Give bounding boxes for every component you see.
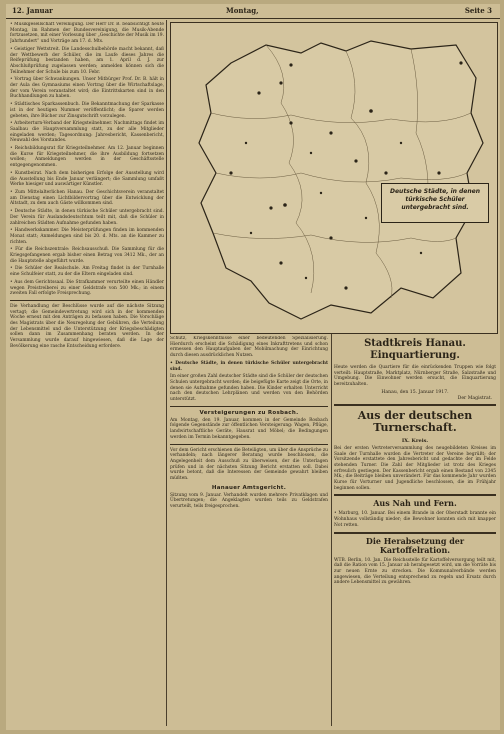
column-divider-right — [331, 334, 332, 726]
article-body: WTB. Berlin, 10. Jan. Die Reichsstelle für Kartoffelversorgung teilt mit, daß die Ration vom 15. Januar ab herabgesetzt wird, um die Vorräte bis zur neuen Ernte zu strecken. Die Kommunalverbände werden angewiesen, die Verteilung entsprechend zu regeln und Ersatz durch andere Lebensmittel zu gewähren. — [334, 557, 496, 586]
section-rule — [170, 444, 328, 445]
article-heading: • Deutsche Städte, in denen türkische Schüler untergebracht sind. — [170, 360, 328, 372]
article-body: Im einer großen Zahl deutscher Städte sind die Schüler der deutschen Schulen untergebracht worden; die beigefügte Karte zeigt die Orte, in denen sie Aufnahme gefunden haben. Die Kinder erhalten Unterricht nach den deutschen Lehrplänen und werden von den Behörden unterstützt. — [170, 374, 328, 403]
left-paragraph: • Die Schüler der Realschule. Am Freitag findet in der Turnhalle eine Schulfeier statt, zu der die Eltern eingeladen sind. — [10, 266, 164, 278]
header-page-number: Seite 3 — [464, 6, 492, 15]
article-heading: Versteigerungen zu Rosbach. — [199, 409, 299, 416]
section-rule — [334, 404, 496, 406]
notice-date: Hanau, den 15. Januar 1917. — [381, 389, 449, 395]
left-paragraph: • Arbeiterturn-Verband der Kriegsteilnehmer. Nachmittags findet im Saalbau die Hauptversammlung statt, zu der alle Mitglieder eingeladen werden; Tagesordnung: Jahresbericht, Kassenbericht, Neuwahl des Vorstandes. — [10, 121, 164, 144]
left-paragraph: • Kunstbeirat. Nach dem bisherigen Erfolge der Ausstellung wird die Ausstellung bis Ende Januar verlängert; die Sammlung umfaßt Werke hiesiger und auswärtiger Künstler. — [10, 170, 164, 188]
left-paragraph: • Vortrag über Schwankungen. Unser Mitbürger Prof. Dr. B. hält in der Aula des Gymnasiums einen Vortrag über die Wirtschaftslage, der vom Verein veranstaltet wird; die Eintrittskarten sind in den Buchhandlungen zu haben. — [10, 77, 164, 100]
left-paragraph: • Geistiger Wettstreit. Die Landesschulbehörde macht bekannt, daß der Wettbewerb der Schüler, die im Laufe dieses Jahres die Reifeprüfung bestanden haben, am 1. April d. J. zur Abschlußprüfung zugelassen werden; anmelden können sich die Teilnehmer der Schule bis zum 10. Febr. — [10, 46, 164, 75]
left-paragraph: • Handwerkskammer. Die Meisterprüfungen finden im kommenden Monat statt; Anmeldungen sind bis 20. d. Mts. an die Kammer zu richten. — [10, 228, 164, 245]
section-rule — [334, 494, 496, 496]
newspaper-page — [6, 4, 500, 730]
notice-body: Heute werden die Quartiere für die einrückenden Truppen wie folgt verteilt: Hauptstraße, Marktplatz, Nürnberger Straße, Salzstraße und Umgebung. Die Einwohner werden ersucht, die Einquartierung bereitzuhalten. — [334, 365, 496, 388]
article-body: Vor dem Gericht erschienen die Beteiligten, um über die Ansprüche zu verhandeln; nach längerer Beratung wurde beschlossen, die Angelegenheit dem Ausschuß zu überweisen, der die Unterlagen prüfen und in der nächsten Sitzung Bericht erstatten soll. Dabei wurde betont, daß die Interessen der Gemeinde gewahrt bleiben müßten. — [170, 447, 328, 482]
article-heading: Hanauer Amtsgericht. — [211, 484, 287, 491]
map-caption: Deutsche Städte, in denen türkische Schüler untergebracht sind. — [381, 183, 489, 223]
section-heading: Die Herabsetzung der Kartoffelration. — [365, 535, 465, 555]
left-paragraph: • Städtisches Sparkassenbuch. Die Bekanntmachung der Sparkasse ist in der heutigen Nummer veröffentlicht; die Sparer werden gebeten, ihre Bücher zur Zinsgutschrift vorzulegen. — [10, 102, 164, 119]
page-header — [6, 4, 500, 19]
middle-column — [170, 336, 328, 724]
germany-map — [170, 22, 498, 334]
article-body: Bei der ersten Vertreterversammlung des neugebildeten Kreises im Saale der Turnhalle wurden die Vertreter der Vereine begrüßt; der Vorsitzende erstattete den Jahresbericht und gedachte der im Felde stehenden Turner. Die Zahl der Mitglieder ist trotz des Krieges erfreulich gestiegen. Der Kassenbericht ergab einen Bestand von 2345 Mk.; die Beiträge bleiben unverändert. Für das kommende Jahr wurden Kurse für Vorturner und Jugendliche beschlossen, die im Frühjahr beginnen sollen. — [334, 445, 496, 491]
notice-title: Stadtkreis Hanau. — [364, 338, 466, 349]
section-rule — [10, 300, 164, 301]
section-rule — [170, 406, 328, 407]
right-column — [334, 336, 496, 724]
map-graphic — [171, 23, 497, 333]
section-subheading: IX. Kreis. — [401, 437, 429, 444]
notice-subtitle: Einquartierung. — [370, 350, 460, 361]
article-body: Am Montag, den 19. Januar, kommen in der Gemeinde Rosbach folgende Gegenstände zur öffentlichen Versteigerung: Wagen, Pflüge, landwirtschaftliche Geräte, Hausrat und Möbel; die Bedingungen werden im Termin bekanntgegeben. — [170, 417, 328, 440]
section-heading: Aus der deutschen Turnerschaft. — [357, 408, 473, 434]
notice-signature: Der Magistrat. — [457, 395, 492, 401]
section-heading: Aus Nah und Fern. — [373, 498, 457, 509]
left-paragraph: • Reichsbildungsrat für Kriegsteilnehmer. Am 12. Januar beginnen die Kurse für Kriegsteilnehmer, die ihre Ausbildung fortsetzen wollen; Anmeldungen werden in der Geschäftsstelle entgegengenommen. — [10, 146, 164, 169]
left-paragraph: • Musikgesellschaft Vereinigung. Der Herr Dr. B. beabsichtigt heute Montag, im Rahmen der Bundesvereinigung, die Musik-Abende fortzusetzen, mit einer Vorlesung über „Geschichte der Musik im 19. Jahrhundert“ und Vorträge am 17. d. Mts. — [10, 22, 164, 45]
left-paragraph: • Deutsche Städte, in denen türkische Schüler untergebracht sind. Der Verein für Auslandsdeutschtum teilt mit, daß die Schüler in zahlreichen Städten Aufnahme gefunden haben. — [10, 209, 164, 226]
column-divider-left — [166, 20, 167, 726]
header-weekday: Montag, — [226, 6, 259, 15]
left-paragraph: • Zum Mittelalterlichen Hanau. Der Geschichtsverein veranstaltet am Dienstag einen Lichtbildervortrag über die Entwicklung der Altstadt, zu dem auch Gäste willkommen sind. — [10, 189, 164, 207]
article-body: • Marburg, 10. Januar. Bei einem Brande in der Oberstadt brannte ein Wohnhaus vollständig nieder; die Bewohner konnten sich mit knapper Not retten. — [334, 511, 496, 528]
middle-intro: Schutz, Kriegskenntnisse einer bedeutenden Spezialisierung. Hierdurch erscheint die Schädigung eines Inkrafttretens und schon ermessen den Hauptaufgaben der Mobilmachung der Einrichtung durch diesen ausdrücklichen Nutzen. — [170, 336, 328, 359]
left-paragraph: • Für die Reichszentrale: Reichsausschuß. Die Sammlung für die Kriegsgefangenen ergab bisher einen Betrag von 3412 Mk., der an die Hauptstelle abgeführt wurde. — [10, 247, 164, 264]
left-paragraph: Die Verhandlung der Beschlüsse wurde auf die nächste Sitzung vertagt; die Gemeindevertretung wird sich in der kommenden Woche erneut mit den Anträgen zu befassen haben. Die Vorschläge des Magistrats über die Neuregelung der Gebühren, die Verteilung der Lebensmittel und die Unterstützung der Kriegsbeschädigten sollen dann im Zusammenhang beraten werden. In der Versammlung wurde darauf hingewiesen, daß die Lage der Bevölkerung eine rasche Entscheidung erfordere. — [10, 303, 164, 349]
section-rule — [334, 532, 496, 534]
left-column — [10, 22, 164, 724]
left-paragraph: • Aus dem Gerichtssaal. Die Strafkammer verurteilte einen Händler wegen Preistreiberei zu einer Geldstrafe von 500 Mk.; in einem zweiten Fall erfolgte Freisprechung. — [10, 279, 164, 297]
article-body: Sitzung vom 9. Januar. Verhandelt wurden mehrere Privatklagen und Übertretungen; die Angeklagten wurden teils zu Geldstrafen verurteilt, teils freigesprochen. — [170, 492, 328, 510]
header-date: 12. Januar — [12, 6, 53, 15]
